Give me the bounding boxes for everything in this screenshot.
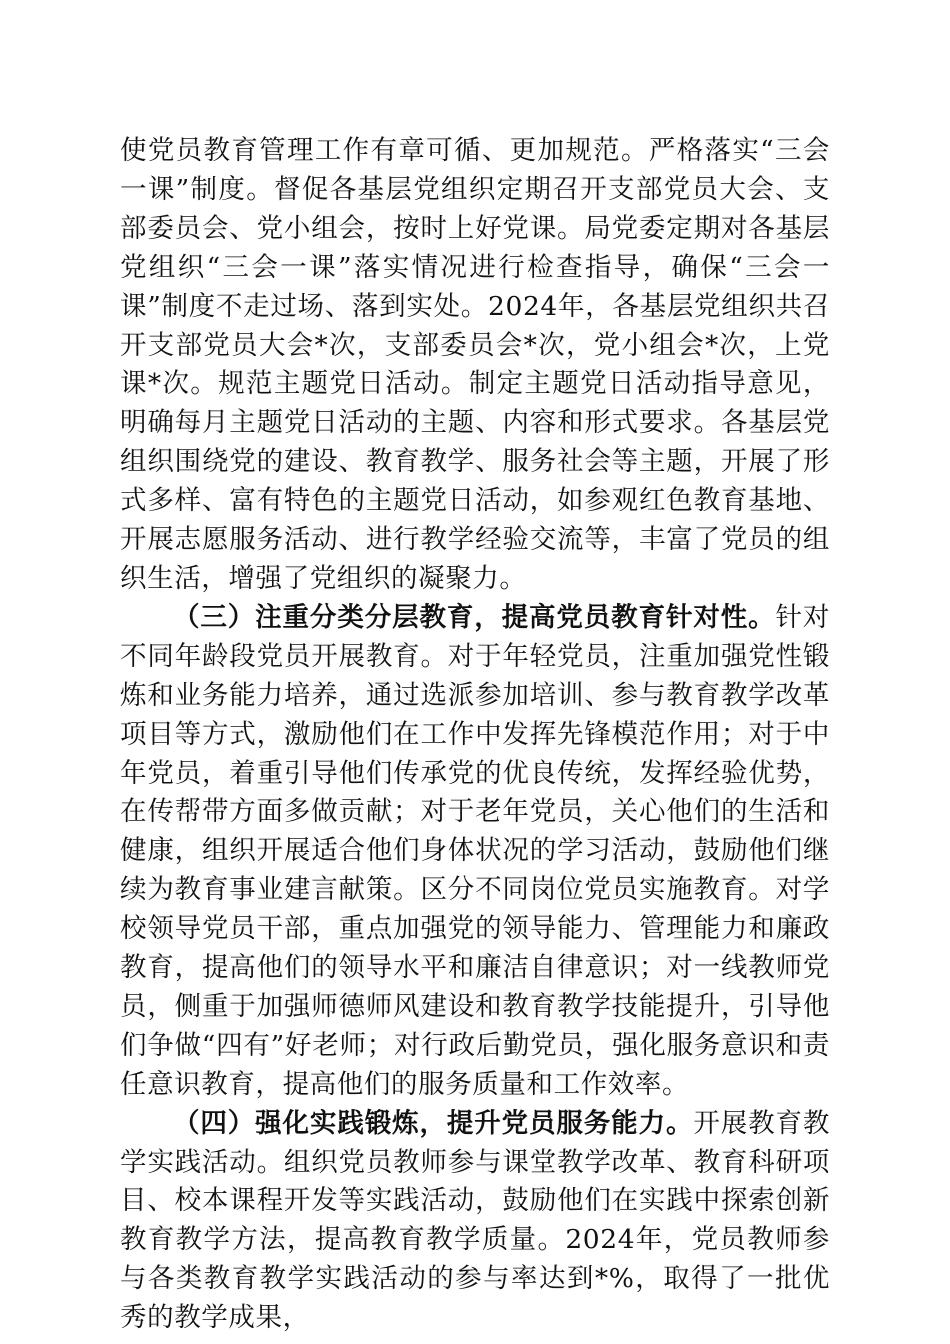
- paragraph-section-4: [120, 1105, 830, 1338]
- section-3-heading: （三）注重分类分层教育，提高党员教育针对性。: [173, 601, 776, 633]
- paragraph-text: 使党员教育管理工作有章可循、更加规范。严格落实“三会一课”制度。督促各基层党组织定期召开支部党员大会、支部委员会、党小组会，按时上好党课。局党委定期对各基层党组织“三会一课”落实情况进行检查指导，确保“三会一课”制度不走过场、落到实处。2024年，各基层党组织共召开支部党员大会*次，支部委员会*次，党小组会*次，上党课*次。规范主题党日活动。制定主题党日活动指导意见，明确每月主题党日活动的主题、内容和形式要求。各基层党组织围绕党的建设、教育教学、服务社会等主题，开展了形式多样、富有特色的主题党日活动，如参观红色教育基地、开展志愿服务活动、进行教学经验交流等，丰富了党员的组织生活，增强了党组织的凝聚力。: [120, 135, 830, 594]
- document-body: [120, 132, 830, 1338]
- section-3-text: 针对不同年龄段党员开展教育。对于年轻党员，注重加强党性锻炼和业务能力培养，通过选派参加培训、参与教育教学改革项目等方式，激励他们在工作中发挥先锋模范作用；对于中年党员，着重引导他们传承党的优良传统，发挥经验优势，在传帮带方面多做贡献；对于老年党员，关心他们的生活和健康，组织开展适合他们身体状况的学习活动，鼓励他们继续为教育事业建言献策。区分不同岗位党员实施教育。对学校领导党员干部，重点加强党的领导能力、管理能力和廉政教育，提高他们的领导水平和廉洁自律意识；对一线教师党员，侧重于加强师德师风建设和教育教学技能提升，引导他们争做“四有”好老师；对行政后勤党员，强化服务意识和责任意识教育，提高他们的服务质量和工作效率。: [120, 601, 831, 1100]
- section-4-heading: （四）强化实践锻炼，提升党员服务能力。: [173, 1107, 694, 1139]
- section-4-text: 开展教育教学实践活动。组织党员教师参与课堂教学改革、教育科研项目、校本课程开发等实践活动，鼓励他们在实践中探索创新教育教学方法，提高教育教学质量。2024年，党员教师参与各类教育教学实践活动的参与率达到*%，取得了一批优秀的教学成果，: [120, 1107, 831, 1334]
- paragraph-continuation: [120, 132, 830, 599]
- paragraph-section-3: [120, 599, 830, 1105]
